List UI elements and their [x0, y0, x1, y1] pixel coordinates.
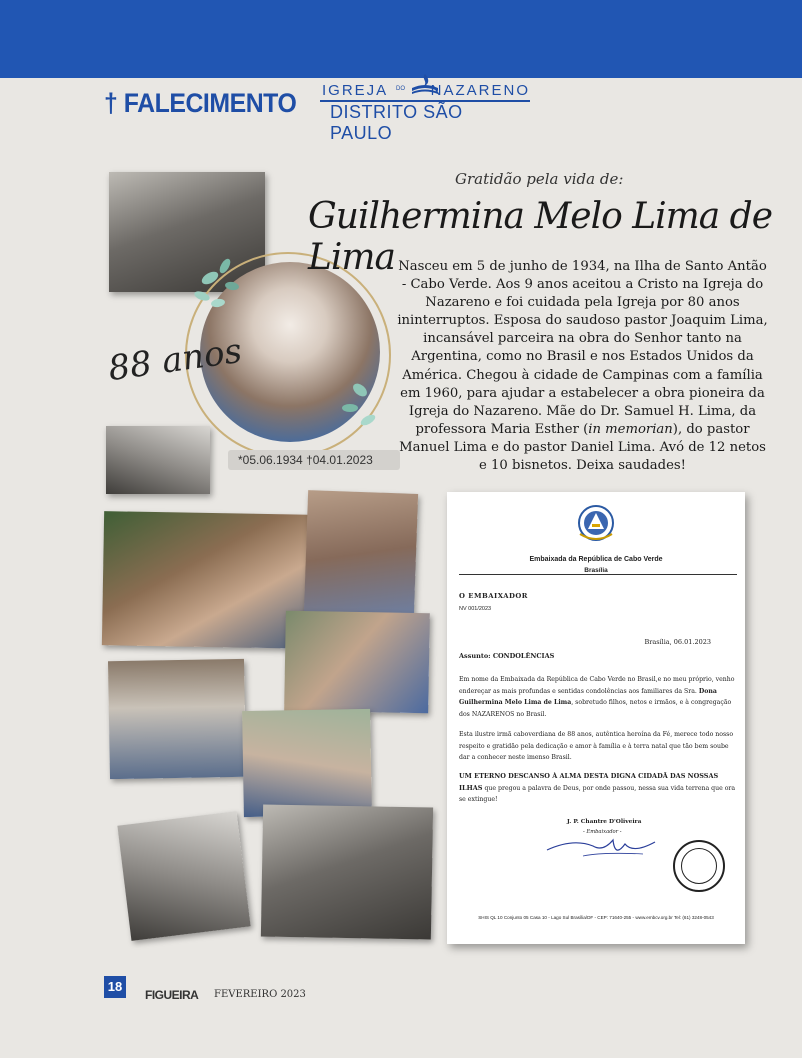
life-dates: *05.06.1934 †04.01.2023	[228, 450, 400, 470]
p1-part-1: Em nome da Embaixada da República de Cabo Verde no Brasil,e no meu próprio, venho endereçar as mais profundas e sentidas condolências aos familiares da Sra.	[459, 676, 735, 695]
p3-bold: UM ETERNO DESCANSO À ALMA DESTA DIGNA CIDADÃ DAS NOSSAS ILHAS	[459, 772, 719, 792]
leaf-decoration-icon	[190, 248, 260, 318]
bio-italic: in memorian	[588, 421, 673, 437]
p1-part-2: , sobretudo filhos, netos e irmãos, e à congregação dos NAZARENOS no Brasil.	[459, 699, 732, 718]
photo-group-garden	[242, 709, 372, 817]
letter-date: Brasília, 06.01.2023	[644, 638, 711, 646]
logo-word-nazareno: NAZARENO	[430, 82, 530, 99]
embassy-stamp-icon	[673, 840, 725, 892]
logo-word-do: DO	[396, 86, 405, 92]
leaf-decoration-right-icon	[330, 370, 390, 440]
letter-paragraph-1	[459, 674, 737, 720]
photo-church-gathering	[108, 659, 246, 779]
photo-family-home	[284, 611, 430, 713]
stamp-inner-ring	[681, 848, 717, 884]
church-logo	[320, 72, 530, 143]
p1-bold: Dona Guilhermina Melo Lima de Lima	[459, 687, 717, 706]
letter-paragraph-3	[459, 771, 737, 806]
photo-women-selfie	[304, 490, 418, 618]
logo-district: DISTRITO SÃO PAULO	[330, 102, 463, 143]
photo-couple-vintage	[106, 426, 210, 494]
letterhead-rule	[459, 574, 737, 575]
bio-part-1: Nasceu em 5 de junho de 1934, na Ilha de Santo Antão - Cabo Verde. Aos 9 anos aceitou a Cristo na Igreja do Nazareno e foi cuidada pela Igreja por 80 anos ininterruptos. Esposa do saudoso pastor Joaquim Lima, incansável parceira na obra do Senhor tanto na Argentina, como no Brasil e nos Estados Unidos da América. Chegou à cidade de Campinas com a família em 1960, para ajudar a estabelecer a obra pioneira da Igreja do Nazareno. Mãe do Dr. Samuel H. Lima, da professora Maria Esther (	[397, 259, 768, 437]
cabo-verde-seal-icon	[574, 504, 618, 542]
issue-date: FEVEREIRO 2023	[214, 989, 306, 1000]
ambassador-heading: O EMBAIXADOR	[459, 592, 528, 600]
logo-word-igreja: IGREJA	[322, 82, 389, 99]
letter-subject: Assunto: CONDOLÊNCIAS	[459, 652, 555, 660]
honoree-name: Guilhermina Melo Lima de Lima	[308, 196, 773, 278]
embassy-city: Brasília	[584, 567, 608, 574]
letter-footer-address: SHIS QL 10 Conjunto 05 Casa 10 - Lago Sul Brasília/DF - CEP: 71640-255 - www.embcv.org.br Tel: (61) 3248-0543	[478, 915, 714, 920]
condolence-letter	[447, 492, 745, 944]
signature-icon	[543, 832, 663, 862]
photo-group-outdoor	[102, 511, 316, 649]
magazine-name: FIGUEIRA	[145, 988, 199, 1002]
letter-reference: NV 001/2023	[459, 606, 492, 612]
gratitude-intro: Gratidão pela vida de:	[455, 170, 624, 188]
biography-text	[395, 258, 770, 475]
p3-part-2: que pregou a palavra de Deus, por onde passou, nessa sua vida terrena que ora se extingue!	[459, 784, 736, 803]
photo-couple-older	[117, 811, 250, 941]
photo-family-vintage-children	[261, 805, 433, 940]
age-label: 88 anos	[105, 330, 245, 390]
section-title: † FALECIMENTO	[104, 88, 297, 118]
letter-paragraph-2: Esta ilustre irmã caboverdiana de 88 anos, autêntica heroína da Fé, merece todo nosso respeito e gratidão pela dedicação e amor à família e à terra natal que tão bem soube dar a conhecer neste imenso Brasil.	[459, 731, 734, 761]
signer-title: - Embaixador -	[583, 829, 622, 835]
header-blue-strip	[0, 0, 802, 78]
page-number: 18	[104, 976, 126, 998]
signer-name: J. P. Chantre D'Oliveira	[567, 819, 642, 825]
embassy-name: Embaixada da República de Cabo Verde	[529, 556, 663, 563]
bio-part-2: ), do pastor Manuel Lima e do pastor Daniel Lima. Avó de 12 netos e 10 bisnetos. Deixa saudades!	[399, 421, 766, 474]
